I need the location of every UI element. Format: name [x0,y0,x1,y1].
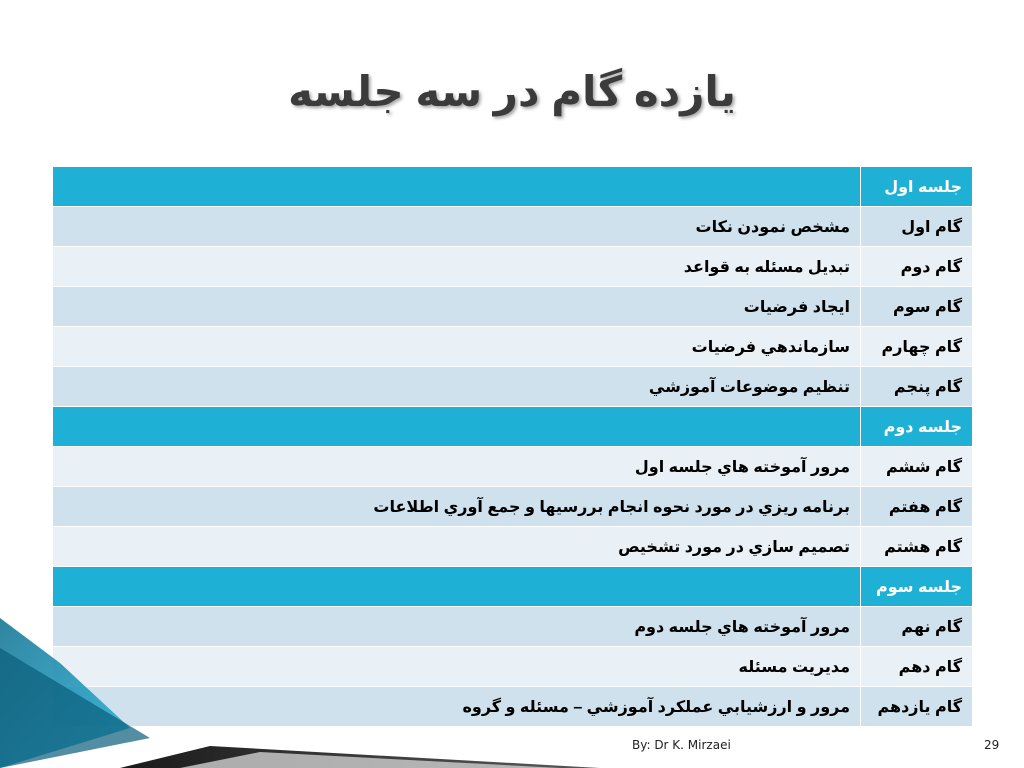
step-label: گام اول [861,207,973,247]
step-label: گام يازدهم [861,687,973,727]
step-description [53,407,861,447]
table-row [53,367,973,407]
step-description [53,167,861,207]
decorative-wave-graphic [0,618,600,768]
step-description: تنظيم موضوعات آموزشي [53,367,861,407]
step-description: تبديل مسئله به قواعد [53,247,861,287]
table-row [53,247,973,287]
table-row [53,287,973,327]
step-description: تصميم سازي در مورد تشخيص [53,527,861,567]
step-description: مرور و ارزشيابي عملكرد آموزشي – مسئله و گروه [53,687,861,727]
table-row [53,527,973,567]
step-description: مرور آموخته هاي جلسه دوم [53,607,861,647]
table-row [53,487,973,527]
step-label: گام سوم [861,287,973,327]
table-row [53,447,973,487]
step-label: گام دوم [861,247,973,287]
session-label: جلسه اول [861,167,973,207]
step-description: مرور آموخته هاي جلسه اول [53,447,861,487]
session-header-row [53,407,973,447]
step-description: برنامه ريزي در مورد نحوه انجام بررسيها و جمع آوري اطلاعات [53,487,861,527]
step-description: ايجاد فرضيات [53,287,861,327]
step-description: مديريت مسئله [53,647,861,687]
step-description: سازماندهي فرضيات [53,327,861,367]
step-label: گام هفتم [861,487,973,527]
step-description: مشخص نمودن نكات [53,207,861,247]
table-row [53,327,973,367]
session-header-row [53,567,973,607]
session-header-row [53,167,973,207]
table-row [53,207,973,247]
page-number: 29 [984,738,1000,752]
step-label: گام ششم [861,447,973,487]
session-label: جلسه سوم [861,567,973,607]
step-label: گام پنجم [861,367,973,407]
step-description [53,567,861,607]
step-label: گام هشتم [861,527,973,567]
session-label: جلسه دوم [861,407,973,447]
step-label: گام دهم [861,647,973,687]
step-label: گام نهم [861,607,973,647]
slide-title: یازده گام در سه جلسه [288,68,736,115]
step-label: گام چهارم [861,327,973,367]
footer-author: By: Dr K. Mirzaei [632,738,731,752]
